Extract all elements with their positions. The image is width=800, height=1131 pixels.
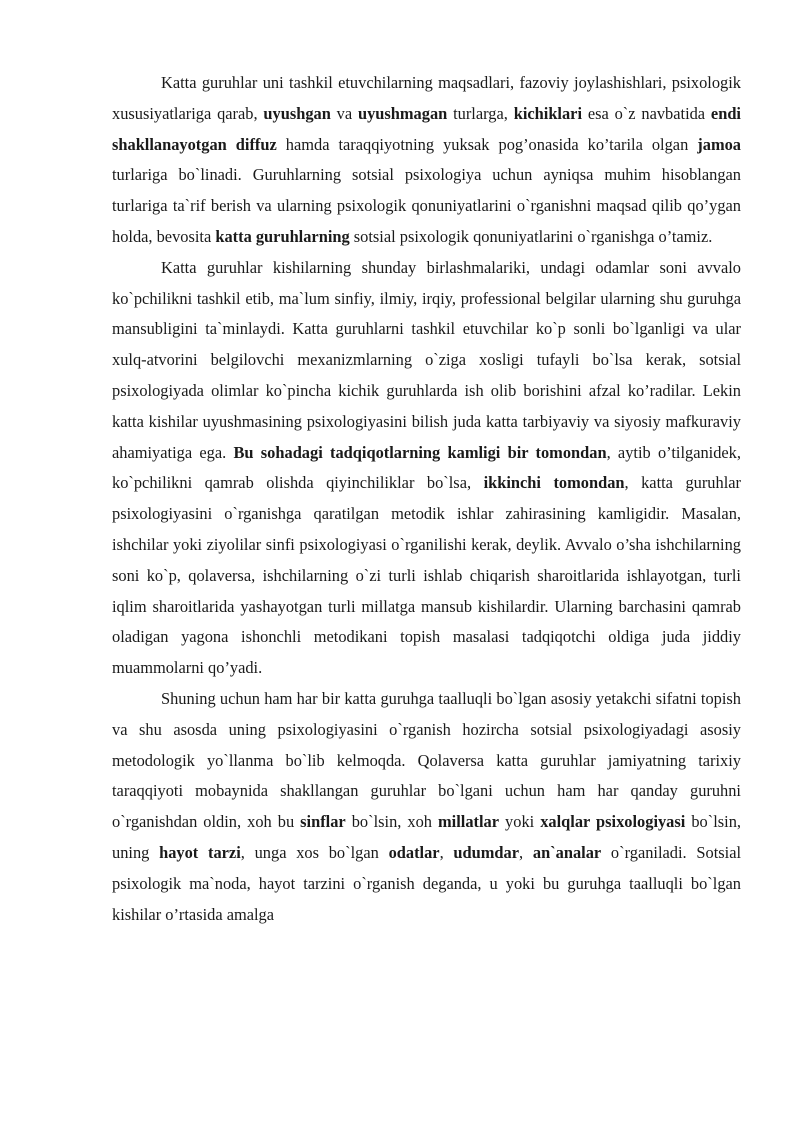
text-run: , unga xos bo`lgan bbox=[240, 842, 389, 862]
bold-term: sinflar bbox=[300, 812, 346, 832]
text-run: bo`lsin, xoh bbox=[345, 812, 439, 832]
text-run: Katta guruhlar uni tashkil etuvchilarning maqsadlari, fazoviy joylashishlari, psixologik xususiyatlariga qarab, bbox=[112, 73, 741, 123]
text-run: , bbox=[439, 842, 454, 862]
bold-term: odatlar bbox=[388, 842, 440, 862]
bold-term: katta guruhlarning bbox=[215, 226, 350, 246]
text-run: , bbox=[519, 842, 533, 862]
bold-term: millatlar bbox=[438, 812, 500, 832]
text-run: bo`lsin, uning bbox=[112, 812, 741, 862]
bold-term: an`analar bbox=[532, 842, 602, 862]
text-run: , aytib o’tilganidek, ko`pchilikni qamrab olishda qiyinchiliklar bo`lsa, bbox=[112, 442, 741, 493]
text-run: turlarga, bbox=[447, 103, 514, 123]
paragraph-2 bbox=[112, 253, 741, 684]
text-run: o`rganiladi. Sotsial psixologik ma`noda, hayot tarzini o`rganish deganda, u yoki bu guruhga taalluqli bo`lgan kishilar o’rtasida amalga bbox=[112, 842, 742, 924]
document-page bbox=[112, 68, 741, 930]
text-run: turlariga bo`linadi. Guruhlarning sotsial psixologiya uchun ayniqsa muhim hisoblangan turlariga ta`rif berish va ularning psixologik qonuniyatlarini o`rganishni maqsad qilib qo’ygan holda, bevosita bbox=[112, 165, 741, 246]
paragraph-1 bbox=[112, 68, 741, 253]
bold-term: xalqlar psixologiyasi bbox=[540, 812, 686, 832]
bold-term: jamoa bbox=[697, 134, 741, 154]
bold-term: hayot tarzi bbox=[159, 842, 241, 862]
bold-term: ikkinchi tomondan bbox=[483, 473, 625, 493]
text-run: yoki bbox=[499, 812, 541, 832]
text-run: Katta guruhlar kishilarning shunday birlashmalariki, undagi odamlar soni avvalo ko`pchilikni tashkil etib, ma`lum sinfiy, ilmiy, irqiy, professional belgilar ularning shu guruhga mansubligini ta`minlaydi. Katta guruhlarni tashkil etuvchilar ko`p sonli bo`lganligi va ular xulq-atvorini belgilovchi mexanizmlarning o`ziga xosligi tufayli bo`lsa kerak, sotsial psixologiyada olimlar ko`pincha kichik guruhlarda ish olib borishini afzal ko’radilar. Lekin katta kishilar uyushmasining psixologiyasini bilish juda katta tarbiyaviy va siyosiy mafkuraviy ahamiyatiga ega. bbox=[112, 257, 741, 462]
bold-term: udumdar bbox=[453, 842, 520, 862]
text-run: esa o`z navbatida bbox=[582, 103, 711, 123]
text-run: Shuning uchun ham har bir katta guruhga taalluqli bo`lgan asosiy yetakchi sifatni topish va shu asosda uning psixologiyasini o`rganish hozircha sotsial psixologiyadagi asosiy metodologik yo`llanma bo`lib kelmoqda. Qolaversa katta guruhlar jamiyatning tarixiy taraqqiyoti mobaynida shakllangan guruhlar bo`lgani uchun ham har qanday guruhni o`rganishdan oldin, xoh bu bbox=[112, 688, 741, 832]
bold-term: uyushgan bbox=[263, 103, 331, 123]
text-run: hamda taraqqiyotning yuksak pog’onasida ko’tarila olgan bbox=[276, 134, 698, 154]
text-run: , katta guruhlar psixologiyasini o`rganishga qaratilgan metodik ishlar zahirasining kamligidir. Masalan, ishchilar yoki ziyolilar sinfi psixologiyasi o`rganilishi kerak, deylik. Avvalo o’sha ishchilarning soni ko`p, qolaversa, ishchilarning o`zi turli ishlab chiqarish sharoitlarida ishlayotgan, turli iqlim sharoitlarida yashayotgan turli millatga mansub kishilardir. Ularning barchasini qamrab oladigan yagona ishonchli metodikani topish masalasi tadqiqotchi oldiga juda jiddiy muammolarni qo’yadi. bbox=[112, 473, 741, 678]
bold-term: Bu sohadagi tadqiqotlarning kamligi bir tomondan bbox=[233, 442, 607, 462]
bold-term: uyushmagan bbox=[357, 103, 448, 123]
text-run: va bbox=[330, 103, 358, 123]
bold-term: endi shakllanayotgan diffuz bbox=[112, 103, 741, 154]
paragraph-3 bbox=[112, 684, 741, 930]
text-run: sotsial psixologik qonuniyatlarini o`rganishga o’tamiz. bbox=[349, 226, 713, 246]
bold-term: kichiklari bbox=[513, 103, 583, 123]
